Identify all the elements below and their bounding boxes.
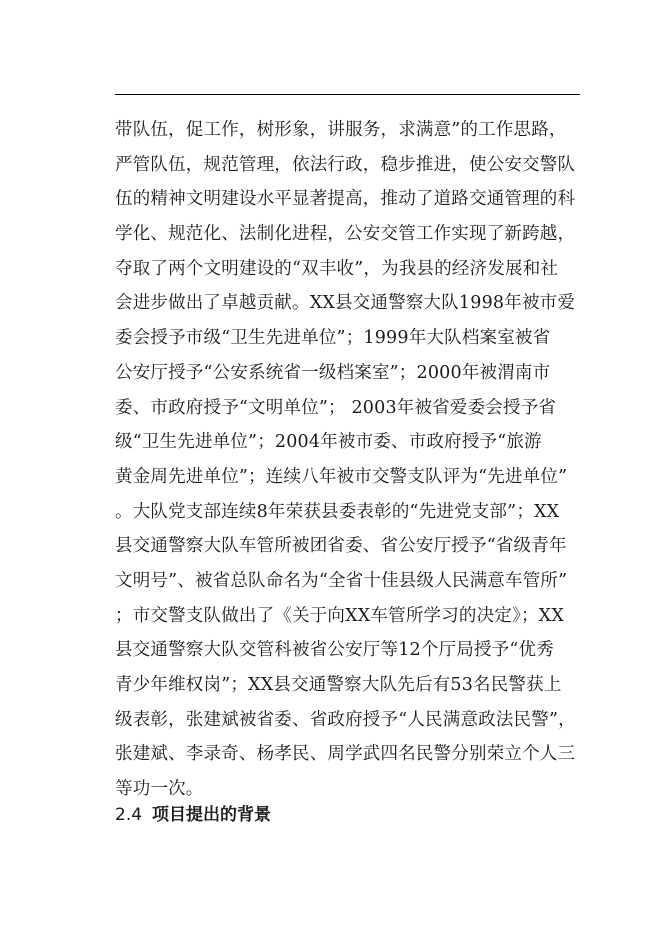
body-paragraph (115, 113, 585, 807)
paragraph-line: 伍的精神文明建设水平显著提高，推动了道路交通管理的科 (115, 189, 576, 210)
paragraph-line: 黄金周先进单位”；连续八年被市交警支队评为“先进单位” (115, 466, 568, 487)
paragraph-line: 夺取了两个文明建设的“双丰收”，为我县的经济发展和社 (115, 258, 559, 279)
paragraph-line: 公安厅授予“公安系统省一级档案室”；2000年被渭南市 (115, 362, 551, 383)
paragraph-line: 严管队伍，规范管理，依法行政，稳步推进，使公安交警队 (115, 154, 576, 175)
paragraph-line: 委、市政府授予“文明单位”； 2003年被省爱委会授予省 (115, 397, 557, 418)
paragraph-line: 委会授予市级“卫生先进单位”；1999年大队档案室被省 (115, 328, 551, 349)
header-rule (115, 94, 580, 95)
paragraph-line: 级表彰，张建斌被省委、省政府授予“人民满意政法民警”， (115, 709, 576, 730)
paragraph-line: 县交通警察大队交管科被省公安厅等12个厅局授予“优秀 (115, 640, 554, 661)
section-heading (115, 800, 271, 830)
paragraph-line: 带队伍，促工作，树形象，讲服务，求满意”的工作思路， (115, 120, 567, 140)
paragraph-line: 张建斌、李录奇、杨孝民、周学武四名民警分别荣立个人三 (115, 744, 576, 765)
paragraph-line: 会进步做出了卓越贡献。XX县交通警察大队1998年被市爱 (115, 293, 576, 314)
paragraph-line: 青少年维权岗”；XX县交通警察大队先后有53名民警获上 (115, 675, 562, 695)
section-number: 2.4 (115, 805, 143, 825)
paragraph-line: 。大队党支部连续8年荣获县委表彰的“先进党支部”；XX (115, 501, 560, 522)
paragraph-line: 学化、规范化、法制化进程，公安交管工作实现了新跨越， (115, 224, 576, 245)
paragraph-line: ；市交警支队做出了《关于向XX车管所学习的决定》；XX (115, 605, 564, 626)
paragraph-line: 文明号”、被省总队命名为“全省十佳县级人民满意车管所” (115, 570, 568, 591)
paragraph-line: 级“卫生先进单位”；2004年被市委、市政府授予“旅游 (115, 432, 542, 453)
paragraph-line: 县交通警察大队车管所被团省委、省公安厅授予“省级青年 (115, 536, 567, 557)
paragraph-line: 等功一次。 (115, 779, 204, 800)
section-title: 项目提出的背景 (152, 805, 272, 825)
